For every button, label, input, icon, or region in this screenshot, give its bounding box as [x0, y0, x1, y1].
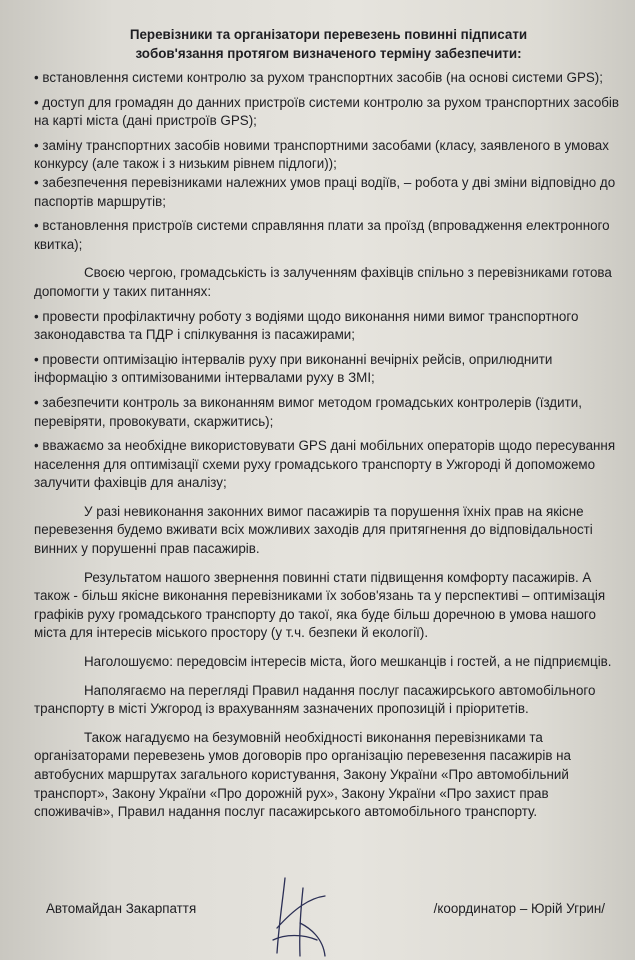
- bullet-public-controllers: • забезпечити контроль за виконанням вимог методом громадських контролерів (їздити, перевіряти, провокувати, скаржитись);: [34, 394, 582, 429]
- paragraph-violations: У разі невиконання законних вимог пасажирів та порушення їхніх прав на якісне перевезення будемо вживати всіх можливих заходів для притягнення до відповідальності винних у порушенні прав пасажирів.: [34, 503, 593, 557]
- bullet-driver-training: • провести профілактичну роботу з водіями щодо виконання ними вимог транспортного законодавства та ПДР і спілкування із пасажирами;: [34, 308, 579, 343]
- bullet-public-access: • доступ для громадян до данних пристроїв системи контролю за рухом транспортних засобів на карті міста (дані пристроїв GPS);: [34, 94, 620, 129]
- paragraph-emphasis: Наголошуємо: передовсім інтересів міста, його мешканців і гостей, а не підприємців.: [84, 654, 612, 670]
- heading-line-2: зобов'язання протягом визначеного терміну забезпечити:: [135, 45, 522, 61]
- organization-name: Автомайдан Закарпаття: [46, 901, 197, 916]
- coordinator-name: /координатор – Юрій Угрин/: [433, 901, 605, 916]
- document-heading: [34, 26, 623, 63]
- bullet-work-conditions: • забезпечення перевізниками належних умов праці водіїв, – робота у дві зміни відповідно до паспортів маршрутів;: [34, 174, 616, 209]
- bullet-e-ticket: • встановлення пристроїв системи справляння плати за проїзд (впровадження електронного квитка);: [34, 218, 610, 252]
- bullet-vehicle-replacement: • заміну транспортних засобів новими транспортними засобами (класу, заявленого в умовах конкурсу (але також і з низьким рівнем підлоги));: [34, 137, 609, 172]
- heading-line-1: Перевізники та організатори перевезень повинні підписати: [129, 27, 528, 42]
- signature-row: [46, 900, 623, 919]
- bullet-mobile-gps-data: • вважаємо за необхідне використовувати GPS дані мобільних операторів щодо пересування населення для оптимізації схеми руху громадського транспорту в Ужгороді й допоможемо залучити фахівців для аналізу;: [34, 438, 616, 491]
- paragraph-reminder: Також нагадуємо на безумовній необхідності виконання перевізниками та організаторами перевезень умов договорів про організацію перевезення пасажирів на автобусних маршрутах загального користування, Закону України «Про автомобільний транспорт», Закону України «Про дорожній рух», Закону України «Про захист прав споживачів», Правил надання послуг пасажирського автомобільного транспорту.: [34, 729, 572, 820]
- paragraph-result: Результатом нашого звернення повинні стати підвищення комфорту пасажирів. А також - більш якісне виконання перевізниками їх зобов'язань та у перспективі – оптимізація графіків руху громадського транспорту до такої, яка буде більш доречною в умова нашого міста для інтересів міського простору (у т.ч. безпеки й екології).: [34, 569, 606, 641]
- paragraph-public-help: Своєю чергою, громадськість із залученням фахівців спільно з перевізниками готова допомогти у таких питаннях:: [34, 265, 612, 299]
- bullet-interval-optimization: • провести оптимізацію інтервалів руху при виконанні вечірніх рейсів, оприлюднити інформацію з оптимізованими інтервалами руху в ЗМІ;: [34, 351, 553, 386]
- paragraph-rules-review: Наполягаємо на перегляді Правил надання послуг пасажирського автомобільного транспорту в місті Ужгород із врахуванням зазначених пропозицій і пріоритетів.: [34, 682, 596, 717]
- bullet-gps-control: • встановлення системи контролю за рухом транспортних засобів (на основі системи GPS);: [34, 70, 603, 85]
